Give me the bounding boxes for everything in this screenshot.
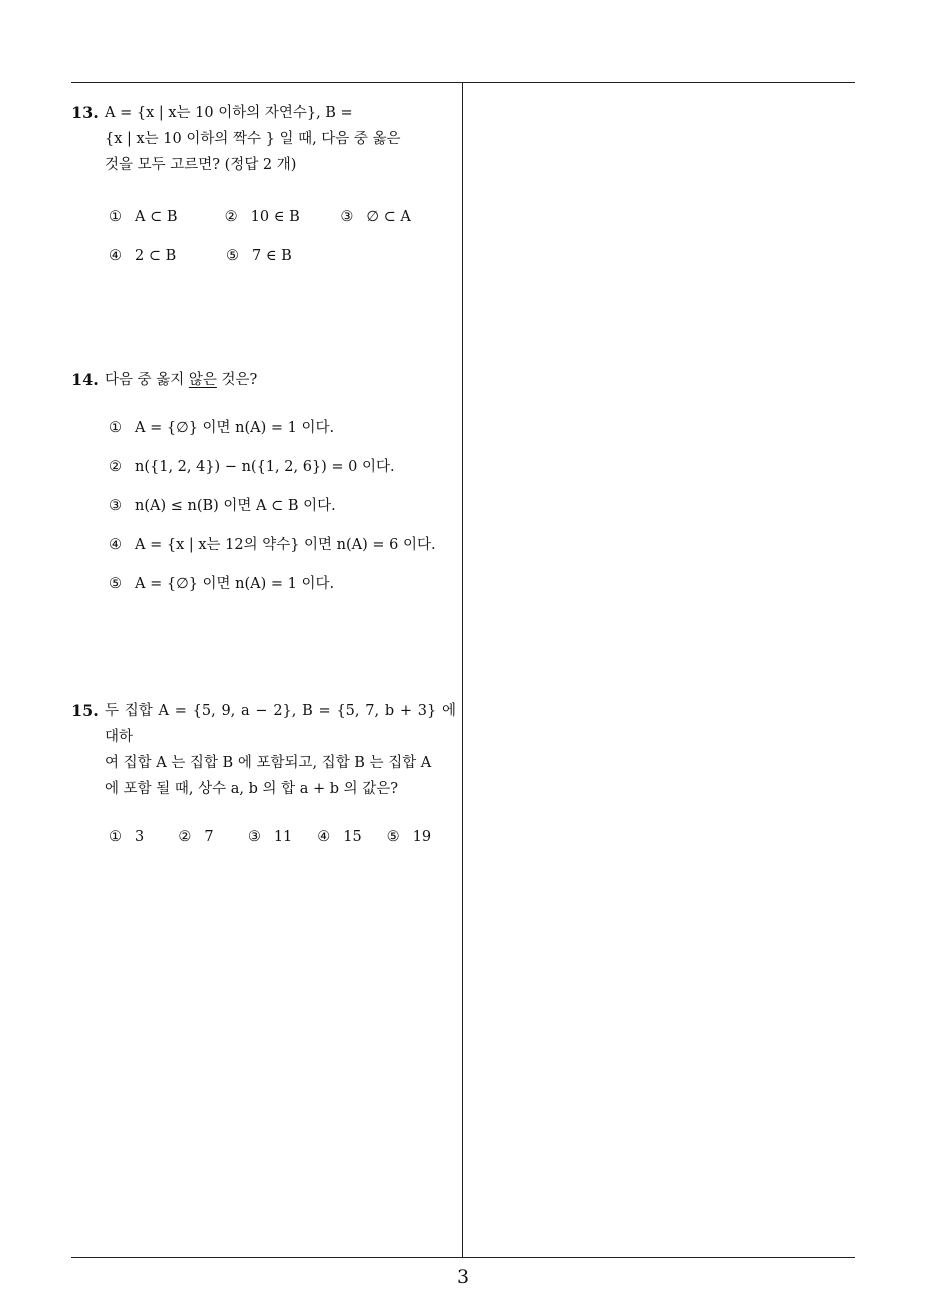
choice-text: 7 (204, 829, 214, 845)
choice-marker: ② (109, 459, 122, 475)
choice-marker: ③ (247, 829, 261, 845)
choice-marker: ⑤ (109, 576, 122, 592)
question-text (105, 100, 456, 178)
choice-text: 19 (412, 829, 432, 845)
choice-text: 11 (273, 829, 293, 845)
question-line: 것을 모두 고르면? (정답 2 개) (105, 157, 297, 173)
bottom-rule (71, 1257, 855, 1258)
question-line: A = {x | x는 10 이하의 자연수}, B = (105, 105, 353, 121)
choice-2[interactable] (225, 204, 341, 226)
question-text-part: 것은? (216, 372, 258, 388)
choice-1[interactable] (109, 204, 225, 226)
question-number: 13. (71, 103, 99, 122)
choice-text: A ⊂ B (135, 209, 178, 225)
choice-2[interactable] (109, 454, 456, 480)
choice-3[interactable] (248, 824, 317, 850)
choice-5[interactable] (109, 571, 456, 597)
choice-marker: ③ (109, 498, 122, 514)
question-14 (71, 367, 456, 597)
question-text (105, 367, 456, 393)
question-15 (71, 698, 456, 850)
choice-text: A = {x | x는 12의 약수} 이면 n(A) = 6 이다. (135, 537, 436, 553)
question-line: 여 집합 A 는 집합 B 에 포함되고, 집합 B 는 집합 A (105, 755, 432, 771)
choice-marker: ③ (340, 209, 354, 225)
choice-4[interactable] (109, 243, 226, 265)
choice-marker: ④ (109, 248, 122, 264)
choice-marker: ② (178, 829, 192, 845)
choice-1[interactable] (109, 415, 456, 441)
question-line: 두 집합 A = {5, 9, a − 2}, B = {5, 7, b + 3} 에 대하 (105, 703, 456, 745)
question-number: 15. (71, 701, 99, 720)
choice-2[interactable] (178, 824, 247, 850)
choice-5[interactable] (226, 243, 343, 265)
choice-4[interactable] (317, 824, 386, 850)
choice-text: 3 (135, 829, 145, 845)
question-line: 에 포함 될 때, 상수 a, b 의 합 a + b 의 값은? (105, 781, 398, 797)
choice-marker: ④ (109, 537, 122, 553)
choice-3[interactable] (109, 493, 456, 519)
choice-marker: ② (224, 209, 238, 225)
choice-marker: ① (109, 209, 122, 225)
choice-group (109, 204, 456, 265)
choice-5[interactable] (387, 824, 456, 850)
column-divider (462, 82, 463, 1258)
choice-text: ∅ ⊂ A (366, 209, 411, 225)
choice-marker: ① (109, 829, 122, 845)
choice-text: 10 ∈ B (250, 209, 300, 225)
choice-4[interactable] (109, 532, 456, 558)
choice-3[interactable] (340, 204, 456, 226)
question-number: 14. (71, 370, 99, 389)
choice-marker: ⑤ (386, 829, 400, 845)
choice-text: A = {∅} 이면 n(A) = 1 이다. (135, 576, 335, 592)
choice-text: 7 ∈ B (252, 248, 292, 264)
question-line: {x | x는 10 이하의 짝수 } 일 때, 다음 중 옳은 (105, 131, 401, 147)
choice-text: n(A) ≤ n(B) 이면 A ⊂ B 이다. (135, 498, 336, 514)
question-text-part: 다음 중 옳지 (105, 372, 189, 388)
choice-text: A = {∅} 이면 n(A) = 1 이다. (135, 420, 335, 436)
choice-marker: ① (109, 420, 122, 436)
choice-group (109, 824, 456, 850)
choice-text: 15 (343, 829, 362, 845)
top-rule (71, 82, 855, 83)
question-13 (71, 100, 456, 265)
choice-text: 2 ⊂ B (135, 248, 177, 264)
question-text (105, 698, 456, 802)
page-number: 3 (456, 1266, 470, 1288)
choice-text: n({1, 2, 4}) − n({1, 2, 6}) = 0 이다. (135, 459, 395, 475)
choice-marker: ④ (317, 829, 331, 845)
underlined-emphasis: 않은 (188, 372, 217, 388)
choice-1[interactable] (109, 824, 178, 850)
choice-group (109, 415, 456, 597)
choice-marker: ⑤ (226, 248, 239, 264)
